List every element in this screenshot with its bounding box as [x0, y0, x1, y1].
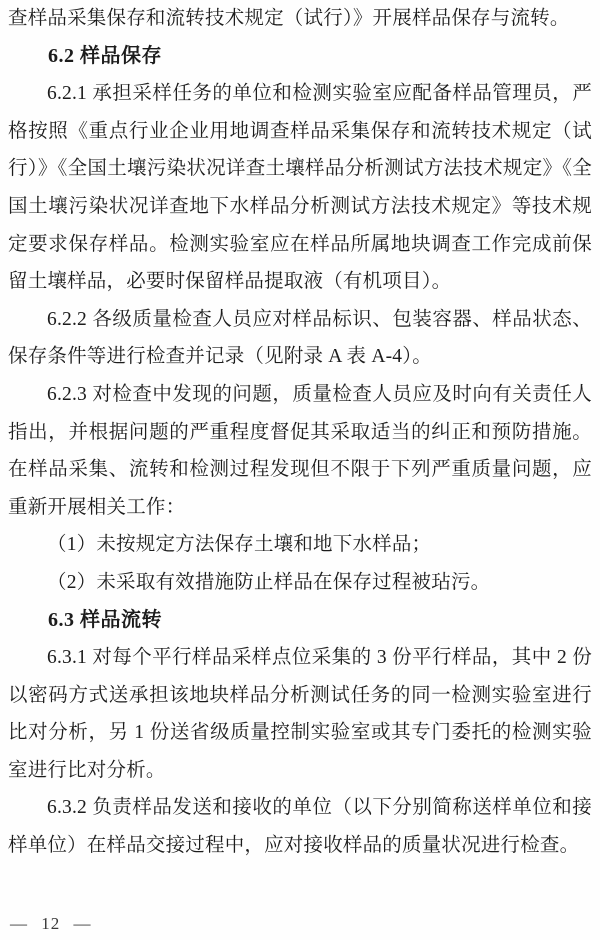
page-number: — 12 — — [10, 914, 92, 933]
paragraph-6-2-2: 6.2.2 各级质量检查人员应对样品标识、包装容器、样品状态、保存条件等进行检查并记录（见附录 A 表 A-4）。 — [8, 308, 592, 368]
section-heading-6-2: 6.2 样品保存 — [48, 44, 162, 67]
list-item-1: （1）未按规定方法保存土壤和地下水样品； — [47, 534, 432, 556]
list-item-2: （2）未采取有效措施防止样品在保存过程被玷污。 — [47, 571, 491, 593]
paragraph-6-2-3: 6.2.3 对检查中发现的问题，质量检查人员应及时向有关责任人指出，并根据问题的严重程度督促其采取适当的纠正和预防措施。在样品采集、流转和检测过程发现但不限于下列严重质量问题，应重新开展相关工作： — [8, 383, 592, 518]
paragraph-6-2-1: 6.2.1 承担采样任务的单位和检测实验室应配备样品管理员，严格按照《重点行业企业用地调查样品采集保存和流转技术规定（试行）》《全国土壤污染状况详查土壤样品分析测试方法技术规定》《全国土壤污染状况详查地下水样品分析测试方法技术规定》等技术规定要求保存样品。检测实验室应在样品所属地块调查工作完成前保留土壤样品，必要时保留样品提取液（有机项目）。 — [8, 83, 592, 293]
paragraph-6-3-2: 6.3.2 负责样品发送和接收的单位（以下分别简称送样单位和接样单位）在样品交接过程中，应对接收样品的质量状况进行检查。 — [8, 797, 592, 857]
paragraph-continuation: 查样品采集保存和流转技术规定（试行）》开展样品保存与流转。 — [8, 8, 570, 29]
section-heading-6-3: 6.3 样品流转 — [48, 608, 162, 631]
paragraph-6-3-1: 6.3.1 对每个平行样品采样点位采集的 3 份平行样品，其中 2 份以密码方式送承担该地块样品分析测试任务的同一检测实验室进行比对分析，另 1 份送省级质量控制实验室或其专门委托的检测实验室进行比对分析。 — [8, 647, 592, 781]
